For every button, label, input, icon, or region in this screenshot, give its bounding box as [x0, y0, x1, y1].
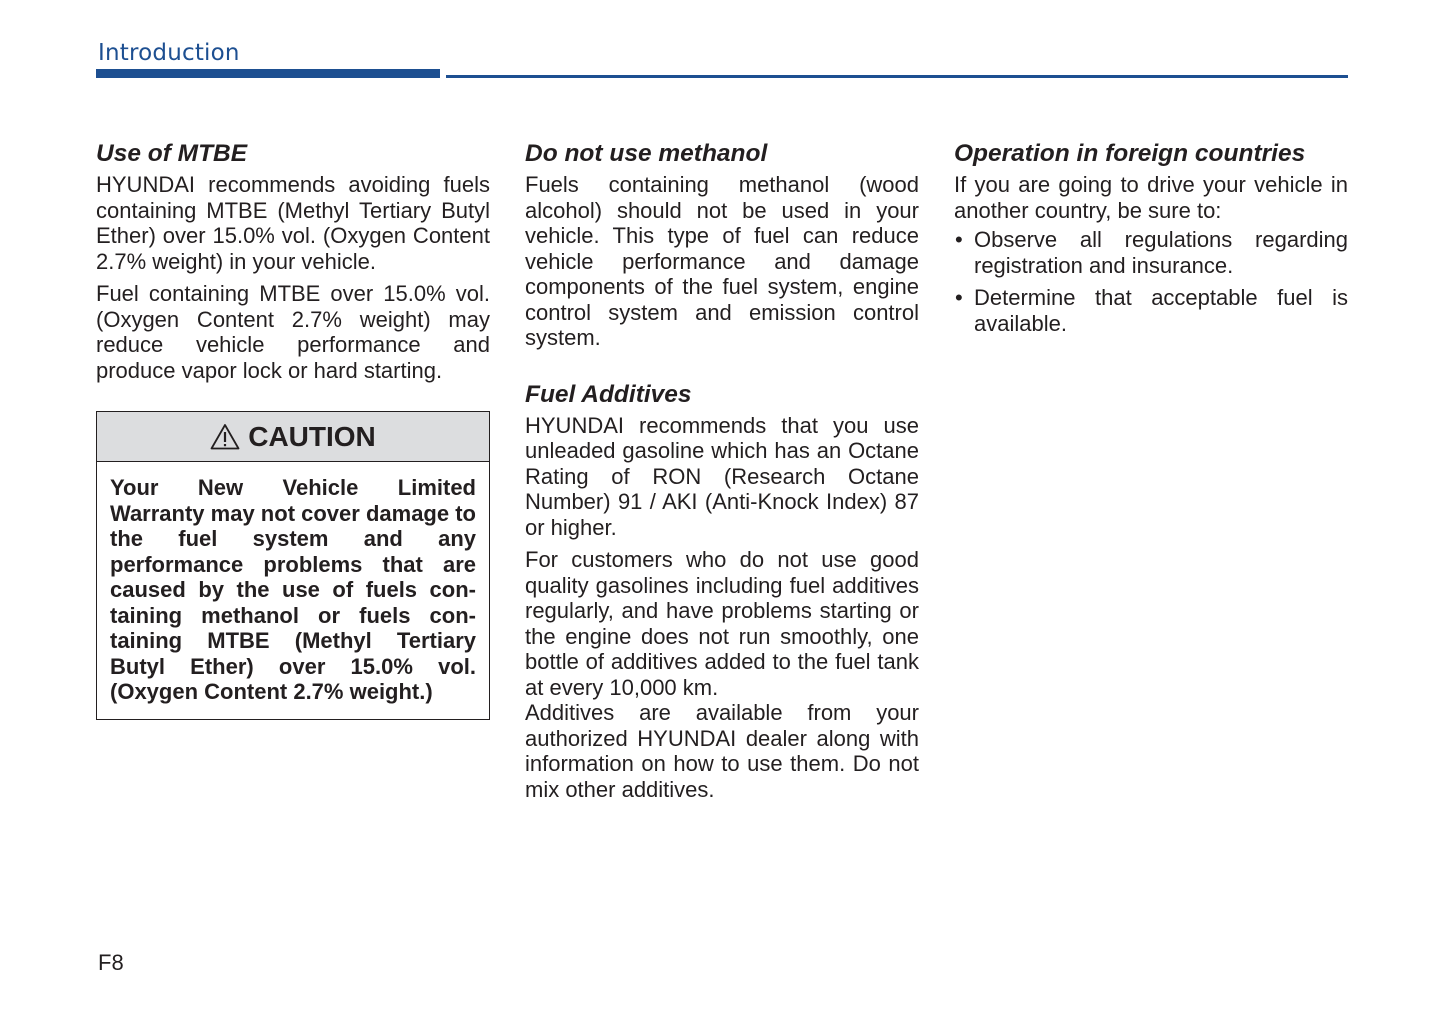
header-rule-thick	[96, 69, 440, 78]
header-rule-thin	[446, 75, 1348, 78]
warning-triangle-icon	[210, 423, 240, 450]
paragraph: Fuel containing MTBE over 15.0% vol. (Oxygen Content 2.7% weight) may reduce vehicle performance and produce vapor lock or hard starting.	[96, 281, 490, 383]
heading-operation-in-foreign-countries: Operation in foreign countries	[954, 140, 1306, 167]
paragraph: Additives are available from your authorized HYUNDAI dealer along with information on how to use them. Do not mix other additives.	[525, 700, 919, 802]
page-number: F8	[98, 950, 124, 975]
caution-box	[96, 411, 490, 720]
paragraph: For customers who do not use good quality gasolines including fuel additives regularly, and have problems starting or the engine does not run smoothly, one bottle of additives added to the fuel tank at every 10,000 km.	[525, 547, 919, 700]
paragraph: HYUNDAI recommends avoiding fuels containing MTBE (Methyl Tertiary Butyl Ether) over 15.0% vol. (Oxygen Content 2.7% weight) in your vehicle.	[96, 172, 490, 274]
caution-header	[97, 412, 489, 462]
caution-text: Your New Vehicle Limited Warranty may not cover damage to the fuel system and any performance problems that are caused by the use of fuels containing methanol or fuels containing MTBE (Methyl Tertiary Butyl Ether) over 15.0% vol. (Oxygen Content 2.7% weight.)	[110, 475, 476, 704]
heading-fuel-additives: Fuel Additives	[525, 380, 692, 408]
list-item: • Observe all regulations regarding registration and insurance.	[954, 227, 1348, 278]
column-mtbe	[96, 138, 490, 720]
paragraph: If you are going to drive your vehicle in another country, be sure to:	[954, 172, 1348, 223]
paragraph: HYUNDAI recommends that you use unleaded gasoline which has an Octane Rating of RON (Research Octane Number) 91 / AKI (Anti-Knock Index) 87 or higher.	[525, 412, 919, 540]
heading-use-of-mtbe: Use of MTBE	[96, 140, 248, 167]
column-methanol-additives	[525, 138, 919, 802]
heading-do-not-use-methanol: Do not use methanol	[525, 140, 768, 167]
list-item: • Determine that acceptable fuel is available.	[954, 285, 1348, 336]
caution-title: CAUTION	[248, 420, 376, 452]
section-title: Introduction	[98, 40, 240, 66]
column-foreign-countries	[954, 138, 1348, 343]
bullet-list	[954, 227, 1348, 336]
paragraph: Fuels containing methanol (wood alcohol) should not be used in your vehicle. This type of fuel can reduce vehicle performance and damage components of the fuel system, engine control system and emission control system.	[525, 172, 919, 350]
